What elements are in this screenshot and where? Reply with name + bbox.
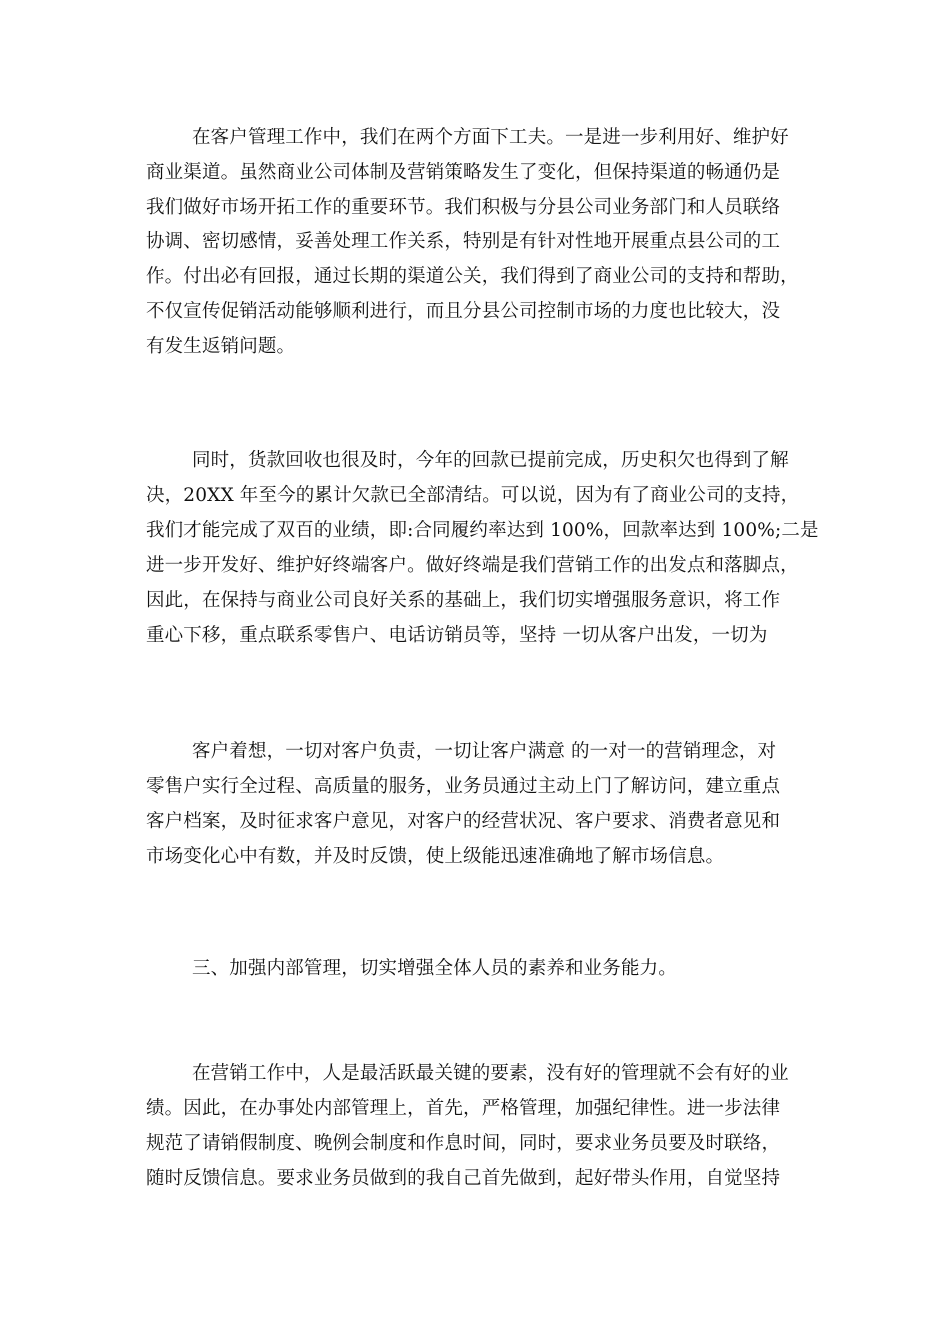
paragraph-5-line-2: 绩。因此，在办事处内部管理上，首先，严格管理，加强纪律性。进一步法律	[146, 1098, 781, 1119]
paragraph-3-line-3: 客户档案，及时征求客户意见，对客户的经营状况、客户要求、消费者意见和	[146, 811, 781, 832]
paragraph-3-line-1: 客户着想，一切对客户负责，一切让客户满意 的一对一的营销理念，对	[192, 741, 777, 762]
paragraph-5-line-1: 在营销工作中，人是最活跃最关键的要素，没有好的管理就不会有好的业	[192, 1063, 789, 1084]
paragraph-3-line-4: 市场变化心中有数，并及时反馈，使上级能迅速准确地了解市场信息。	[146, 846, 725, 867]
paragraph-1-line-4: 协调、密切感情，妥善处理工作关系，特别是有针对性地开展重点县公司的工	[146, 231, 781, 252]
paragraph-1-line-6: 不仅宣传促销活动能够顺利进行，而且分县公司控制市场的力度也比较大，没	[146, 301, 781, 322]
paragraph-2-line-2: 决，20XX 年至今的累计欠款已全部清结。可以说，因为有了商业公司的支持，	[146, 485, 800, 506]
paragraph-1-line-2: 商业渠道。虽然商业公司体制及营销策略发生了变化，但保持渠道的畅通仍是	[146, 162, 781, 183]
paragraph-2-line-6: 重心下移，重点联系零售户、电话访销员等，坚持 一切从客户出发，一切为	[146, 625, 768, 646]
paragraph-1-line-3: 我们做好市场开拓工作的重要环节。我们积极与分县公司业务部门和人员联络	[146, 197, 781, 218]
paragraph-3-line-2: 零售户实行全过程、高质量的服务，业务员通过主动上门了解访问，建立重点	[146, 776, 781, 797]
paragraph-2-line-5: 因此，在保持与商业公司良好关系的基础上，我们切实增强服务意识，将工作	[146, 590, 781, 611]
paragraph-2-line-4: 进一步开发好、维护好终端客户。做好终端是我们营销工作的出发点和落脚点，	[146, 555, 799, 576]
paragraph-1-line-5: 作。付出必有回报，通过长期的渠道公关，我们得到了商业公司的支持和帮助，	[146, 266, 799, 287]
paragraph-1-line-1: 在客户管理工作中，我们在两个方面下工夫。一是进一步利用好、维护好	[192, 127, 789, 148]
paragraph-1-line-7: 有发生返销问题。	[146, 336, 296, 357]
paragraph-5-line-4: 随时反馈信息。要求业务员做到的我自己首先做到，起好带头作用，自觉坚持	[146, 1168, 781, 1189]
paragraph-2-line-1: 同时，货款回收也很及时，今年的回款已提前完成，历史积欠也得到了解	[192, 450, 789, 471]
paragraph-2-line-3: 我们才能完成了双百的业绩，即:合同履约率达到 100%，回款率达到 100%;二是	[146, 520, 819, 541]
section-heading: 三、加强内部管理，切实增强全体人员的素养和业务能力。	[192, 958, 677, 979]
paragraph-5-line-3: 规范了请销假制度、晚例会制度和作息时间，同时，要求业务员要及时联络，	[146, 1133, 781, 1154]
